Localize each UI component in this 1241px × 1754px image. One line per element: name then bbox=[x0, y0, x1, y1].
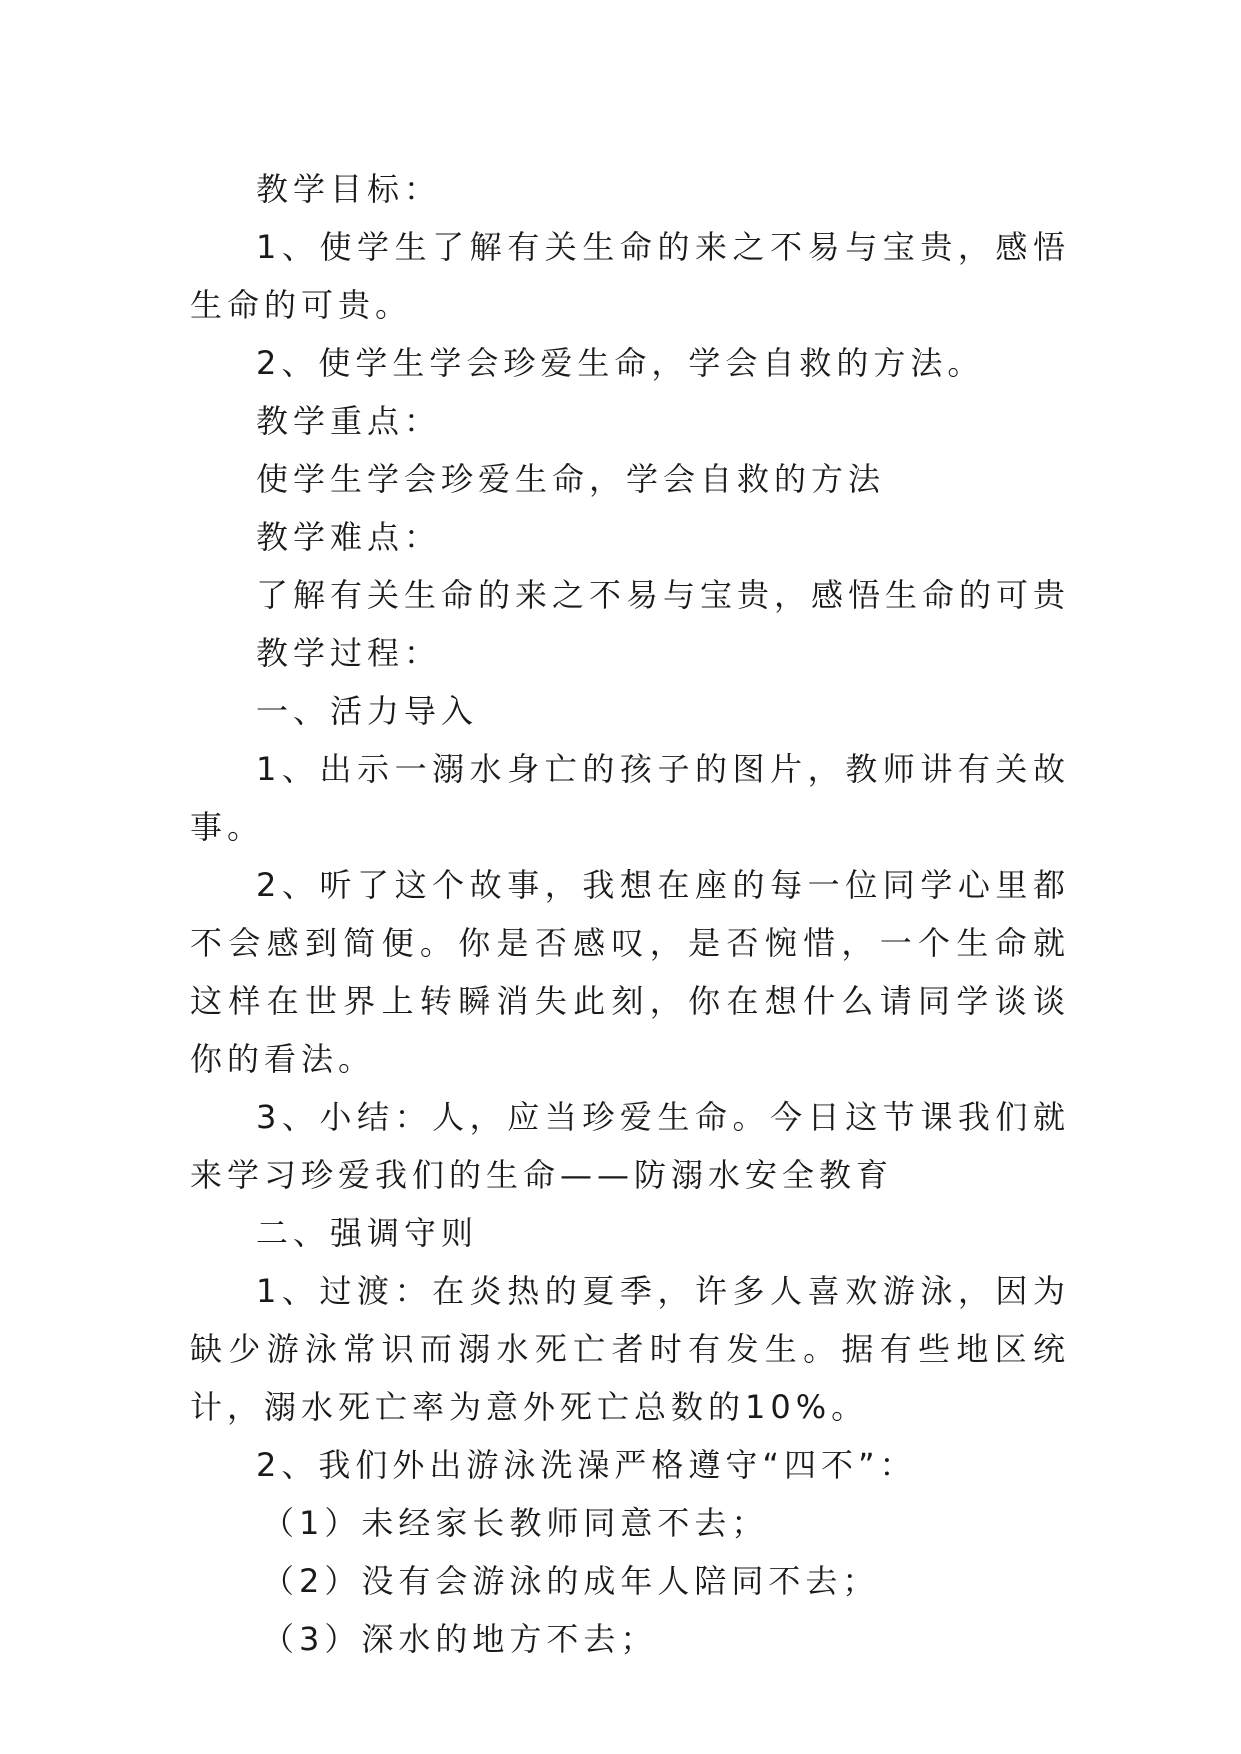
document-body bbox=[190, 160, 1070, 1668]
list-item: （2）没有会游泳的成年人陪同不去； bbox=[262, 1562, 880, 1600]
paragraph: 教学过程： bbox=[256, 634, 442, 672]
paragraph: 二、强调守则 bbox=[256, 1214, 479, 1252]
paragraph: 1、出示一溺水身亡的孩子的图片，教师讲有关故事。 bbox=[190, 750, 1070, 846]
paragraph: 教学难点： bbox=[256, 518, 442, 556]
paragraph: 1、过渡：在炎热的夏季，许多人喜欢游泳，因为缺少游泳常识而溺水死亡者时有发生。据有些地区统计，溺水死亡率为意外死亡总数的10%。 bbox=[190, 1272, 1070, 1426]
paragraph: 2、听了这个故事，我想在座的每一位同学心里都不会感到简便。你是否感叹，是否惋惜，一个生命就这样在世界上转瞬消失此刻，你在想什么请同学谈谈你的看法。 bbox=[190, 866, 1070, 1078]
paragraph: 使学生学会珍爱生命，学会自救的方法 bbox=[256, 460, 886, 498]
paragraph: 3、小结：人，应当珍爱生命。今日这节课我们就来学习珍爱我们的生命——防溺水安全教育 bbox=[190, 1098, 1070, 1194]
paragraph: 教学重点： bbox=[256, 402, 442, 440]
paragraph: 教学目标： bbox=[256, 170, 442, 208]
paragraph: 2、使学生学会珍爱生命，学会自救的方法。 bbox=[256, 344, 985, 382]
paragraph: 1、使学生了解有关生命的来之不易与宝贵，感悟生命的可贵。 bbox=[190, 228, 1070, 324]
paragraph: 2、我们外出游泳洗澡严格遵守“四不”： bbox=[256, 1446, 917, 1484]
paragraph: 一、活力导入 bbox=[256, 692, 479, 730]
paragraph: 了解有关生命的来之不易与宝贵，感悟生命的可贵 bbox=[256, 576, 1071, 614]
list-item: （1）未经家长教师同意不去； bbox=[262, 1504, 769, 1542]
list-item: （3）深水的地方不去； bbox=[262, 1620, 658, 1658]
